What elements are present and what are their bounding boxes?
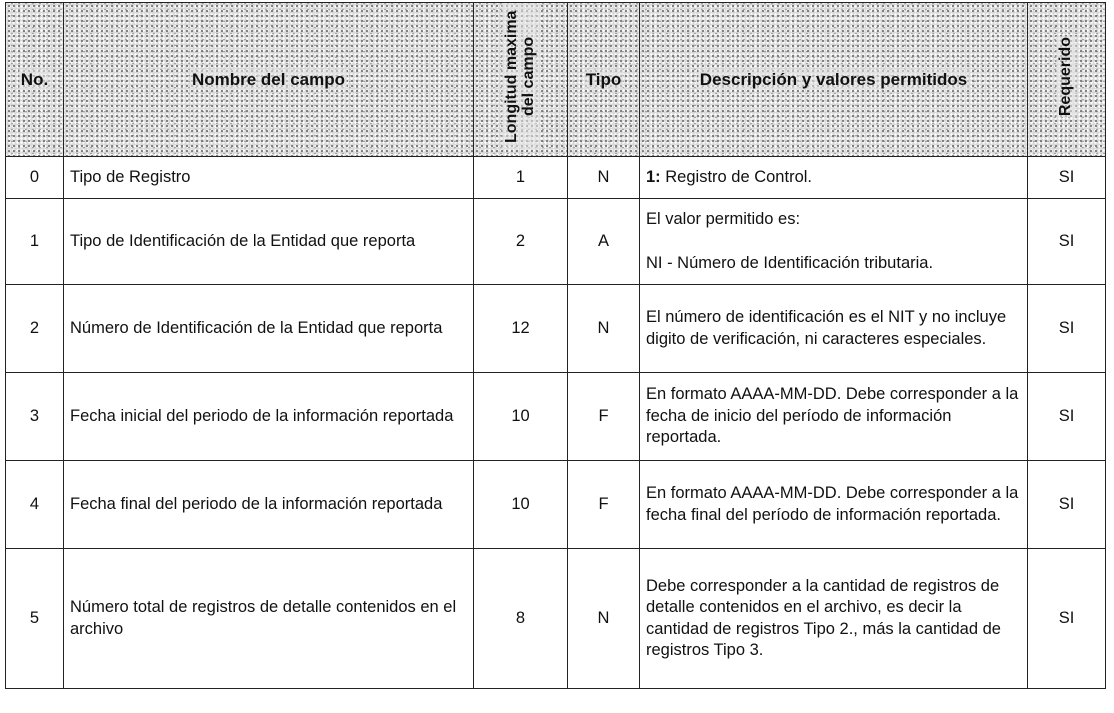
cell-descripcion: En formato AAAA-MM-DD. Debe corresponder a la fecha de inicio del período de información reportada. (640, 373, 1028, 461)
cell-requerido: SI (1028, 461, 1106, 549)
cell-no: 2 (6, 285, 64, 373)
header-longitud: Longitud maxima del campo (474, 3, 568, 157)
cell-requerido: SI (1028, 157, 1106, 199)
cell-longitud: 2 (474, 199, 568, 285)
cell-no: 5 (6, 549, 64, 689)
cell-no: 3 (6, 373, 64, 461)
table-row (6, 373, 1106, 461)
table-row (6, 461, 1106, 549)
field-spec-table (5, 2, 1106, 689)
cell-descripcion: El número de identificación es el NIT y no incluye digito de verificación, ni caracteres especiales. (640, 285, 1028, 373)
cell-longitud: 10 (474, 461, 568, 549)
cell-requerido: SI (1028, 373, 1106, 461)
cell-requerido: SI (1028, 199, 1106, 285)
desc-line-2: NI - Número de Identificación tributaria. (646, 253, 934, 272)
cell-tipo: F (568, 373, 640, 461)
header-row (6, 3, 1106, 157)
cell-nombre: Fecha inicial del periodo de la información reportada (64, 373, 474, 461)
cell-tipo: N (568, 157, 640, 199)
cell-tipo: N (568, 285, 640, 373)
desc-line-1: El valor permitido es: (646, 210, 801, 229)
table-row (6, 199, 1106, 285)
header-requerido: Requerido (1028, 3, 1106, 157)
field-spec-table-container (5, 2, 1105, 689)
cell-nombre: Número de Identificación de la Entidad que reporta (64, 285, 474, 373)
cell-tipo: N (568, 549, 640, 689)
cell-longitud: 12 (474, 285, 568, 373)
cell-tipo: F (568, 461, 640, 549)
cell-descripcion: En formato AAAA-MM-DD. Debe corresponder a la fecha final del período de información reportada. (640, 461, 1028, 549)
header-nombre: Nombre del campo (64, 3, 474, 157)
table-row (6, 157, 1106, 199)
cell-longitud: 10 (474, 373, 568, 461)
cell-descripcion: Debe corresponder a la cantidad de registros de detalle contenidos en el archivo, es decir la cantidad de registros Tipo 2., más la cantidad de registros Tipo 3. (640, 549, 1028, 689)
cell-longitud: 8 (474, 549, 568, 689)
cell-requerido: SI (1028, 285, 1106, 373)
header-descripcion: Descripción y valores permitidos (640, 3, 1028, 157)
cell-no: 4 (6, 461, 64, 549)
cell-descripcion (640, 157, 1028, 199)
cell-longitud: 1 (474, 157, 568, 199)
desc-bold-prefix: 1: (646, 167, 661, 186)
cell-nombre: Fecha final del periodo de la información reportada (64, 461, 474, 549)
cell-nombre: Número total de registros de detalle contenidos en el archivo (64, 549, 474, 689)
cell-no: 0 (6, 157, 64, 199)
table-row (6, 285, 1106, 373)
cell-no: 1 (6, 199, 64, 285)
header-no: No. (6, 3, 64, 157)
cell-requerido: SI (1028, 549, 1106, 689)
cell-nombre: Tipo de Registro (64, 157, 474, 199)
cell-tipo: A (568, 199, 640, 285)
header-tipo: Tipo (568, 3, 640, 157)
cell-nombre: Tipo de Identificación de la Entidad que reporta (64, 199, 474, 285)
desc-text: Registro de Control. (660, 167, 812, 186)
cell-descripcion (640, 199, 1028, 285)
table-row (6, 549, 1106, 689)
